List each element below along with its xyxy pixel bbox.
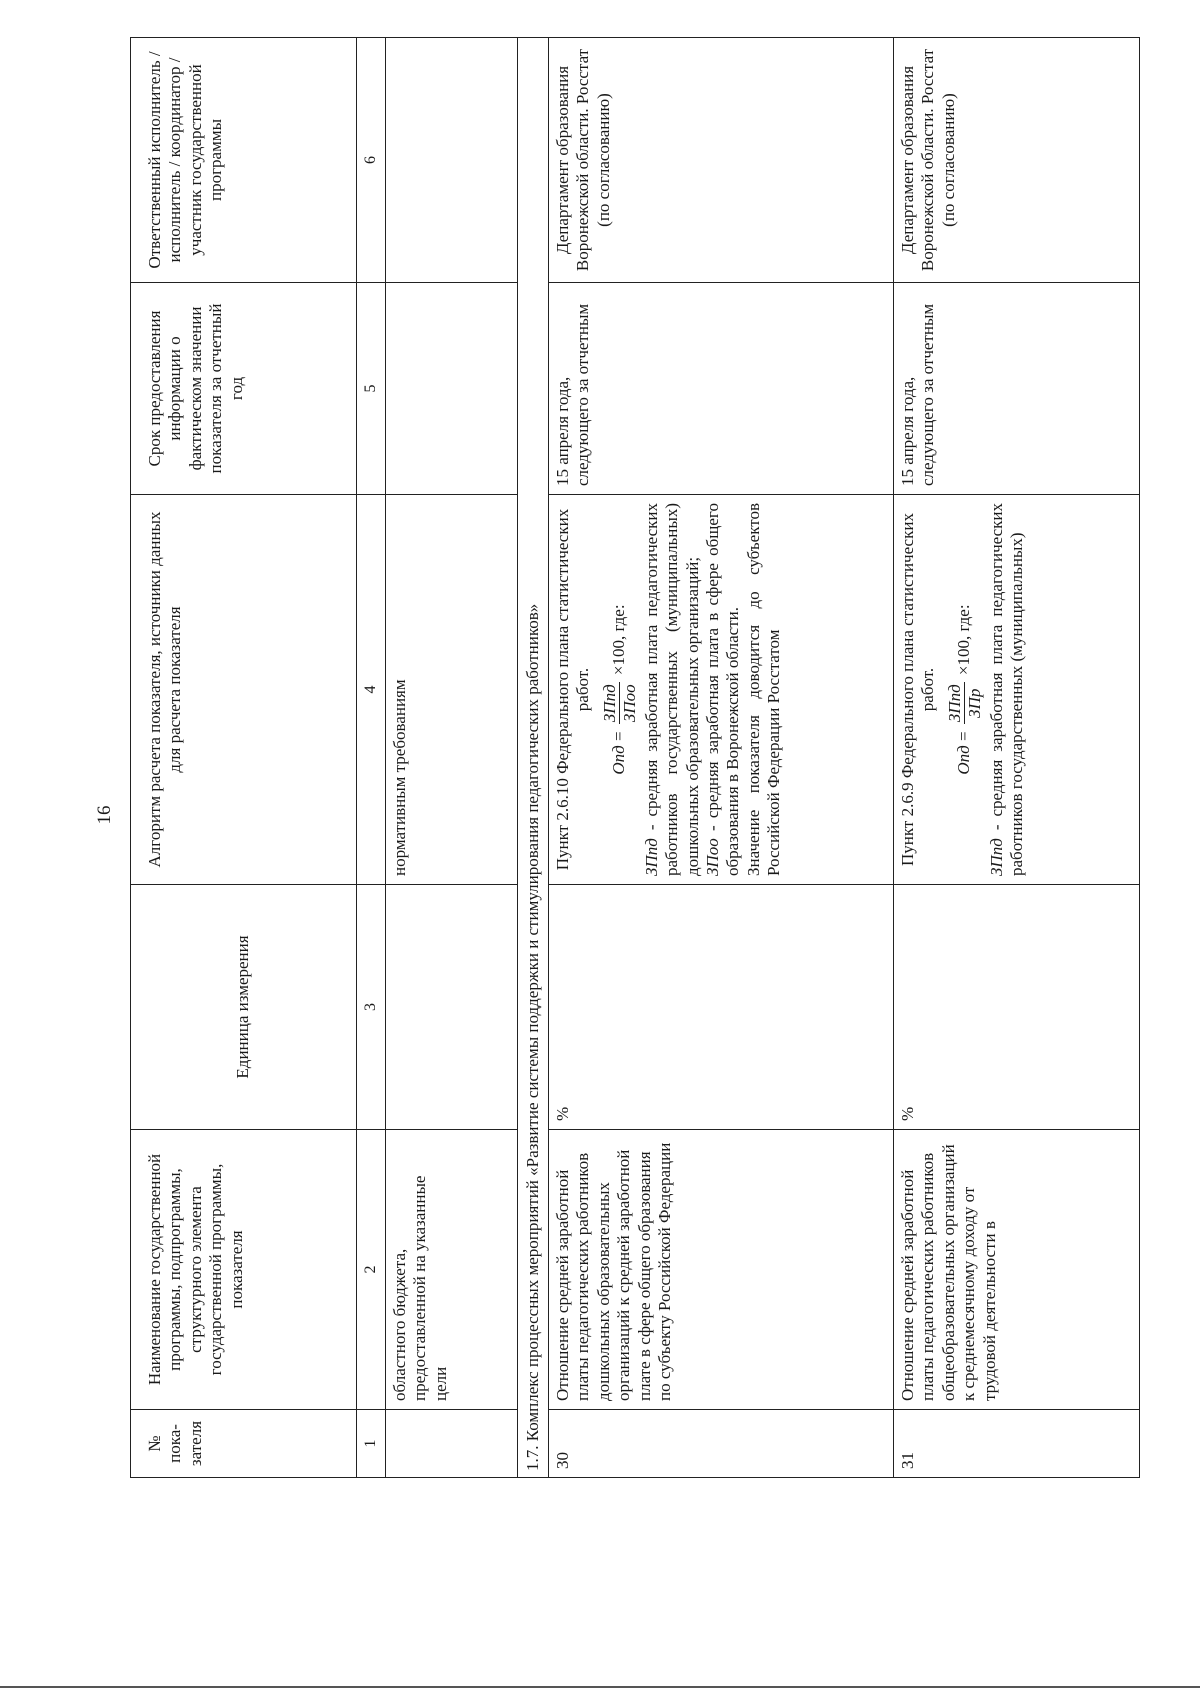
formula-numerator: ЗПпд xyxy=(599,684,619,723)
continuation-row xyxy=(386,38,518,1478)
definition-text: - средняя заработная плата педагогических работников государственных (муниципальных) дошкольных образовательных организаций; xyxy=(641,503,702,876)
definition-term: ЗПоо xyxy=(703,838,723,876)
header-col-unit: Единица измерения xyxy=(131,885,357,1130)
algorithm-cell xyxy=(894,495,1140,885)
continuation-responsible xyxy=(386,38,518,283)
definition-text: - средняя заработная плата в сфере общего образования в Воронежской области. xyxy=(703,503,743,876)
formula-tail: ×100, где: xyxy=(953,604,973,676)
formula xyxy=(594,503,642,876)
section-title: 1.7. Комплекс процессных мероприятий «Развитие системы поддержки и стимулирования педагогических работников» xyxy=(518,38,549,1478)
row-number: 31 xyxy=(894,1410,1140,1478)
unit-of-measure: % xyxy=(549,885,894,1130)
continuation-algorithm: нормативным требованиям xyxy=(386,495,518,885)
header-row xyxy=(131,38,357,1478)
indicator-name: Отношение средней заработной платы педагогических работников дошкольных образовательных организаций к средней заработной плате в сфере общего образования по субъекту Российской Федерации xyxy=(549,1130,894,1410)
column-numbers-row xyxy=(357,38,386,1478)
formula-eq: = xyxy=(953,731,973,741)
column-number: 6 xyxy=(357,38,386,283)
formula-lhs: Опд xyxy=(608,745,628,775)
header-col-number: № пока-зателя xyxy=(131,1410,357,1478)
responsible: Департамент образования Воронежской области. Росстат (по согласованию) xyxy=(549,38,894,283)
continuation-unit xyxy=(386,885,518,1130)
header-col-responsible: Ответственный исполнитель / исполнитель / координатор / участник государственной программы xyxy=(131,38,357,283)
formula-lhs: Опд xyxy=(953,745,973,775)
algorithm-note: Значение показателя доводится до субъектов Российской Федерации Росстатом xyxy=(743,503,784,876)
algorithm-definition xyxy=(703,503,744,876)
definition-text: - средняя заработная плата педагогических работников государственных (муниципальных) xyxy=(986,503,1027,876)
header-col-deadline: Срок предоставления информации о фактическом значении показателя за отчетный год xyxy=(131,283,357,495)
column-number: 4 xyxy=(357,495,386,885)
deadline: 15 апреля года, следующего за отчетным xyxy=(549,283,894,495)
formula-denominator: ЗПоо xyxy=(620,684,640,723)
formula xyxy=(939,503,987,876)
algorithm-definition xyxy=(987,503,1028,876)
formula-tail: ×100, где: xyxy=(608,604,628,676)
section-row xyxy=(518,38,549,1478)
algorithm-source: Пункт 2.6.9 Федерального плана статистических работ. xyxy=(898,513,938,866)
deadline: 15 апреля года, следующего за отчетным xyxy=(894,283,1140,495)
indicator-name: Отношение средней заработной платы педагогических работников общеобразовательных организаций к среднемесячному доходу от трудовой деятельности в xyxy=(894,1130,1140,1410)
table-row xyxy=(549,38,894,1478)
indicators-table xyxy=(130,37,1140,1478)
unit-of-measure: % xyxy=(894,885,1140,1130)
continuation-deadline xyxy=(386,283,518,495)
column-number: 5 xyxy=(357,283,386,495)
continuation-number xyxy=(386,1410,518,1478)
continuation-name: областного бюджета, предоставленной на указанные цели xyxy=(386,1130,518,1410)
formula-numerator: ЗПпд xyxy=(944,684,964,723)
formula-denominator: ЗПр xyxy=(965,688,985,718)
column-number: 3 xyxy=(357,885,386,1130)
responsible: Департамент образования Воронежской области. Росстат (по согласованию) xyxy=(894,38,1140,283)
algorithm-cell xyxy=(549,495,894,885)
scan-edge-line xyxy=(0,1686,1200,1688)
algorithm-definition xyxy=(642,503,703,876)
definition-term: ЗПпд xyxy=(986,838,1006,876)
page-number: 16 xyxy=(94,805,115,825)
column-number: 2 xyxy=(357,1130,386,1410)
table-row xyxy=(894,38,1140,1478)
rotated-table-container xyxy=(130,38,1140,1478)
column-number: 1 xyxy=(357,1410,386,1478)
header-col-name: Наименование государственной программы, подпрограммы, структурного элемента государственной программы, показателя xyxy=(131,1130,357,1410)
formula-eq: = xyxy=(608,731,628,741)
formula-fraction xyxy=(600,682,640,724)
formula-fraction xyxy=(945,682,985,724)
header-col-algorithm: Алгоритм расчета показателя, источники данных для расчета показателя xyxy=(131,495,357,885)
definition-term: ЗПпд xyxy=(641,838,661,876)
row-number: 30 xyxy=(549,1410,894,1478)
algorithm-source: Пункт 2.6.10 Федерального плана статистических работ. xyxy=(553,508,593,871)
